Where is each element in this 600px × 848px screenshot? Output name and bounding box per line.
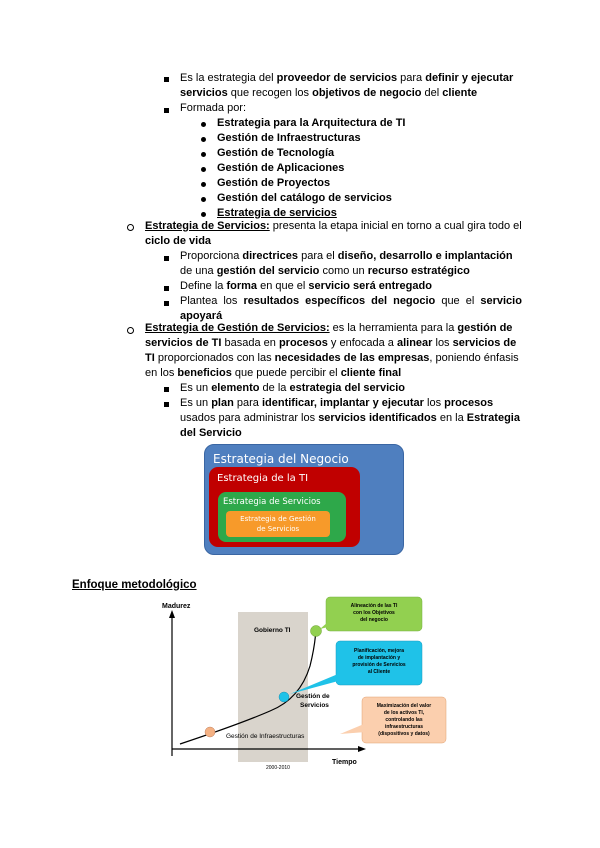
dot-bullet (201, 197, 206, 202)
stage-label-servicios-a: Gestión de (296, 693, 330, 700)
dot-bullet (201, 182, 206, 187)
callout-text: (dispositivos y datos) (378, 731, 430, 737)
stage-dot-gobierno (311, 626, 322, 637)
sub-plantea: Plantea los resultados específicos del negocio que el servicio (180, 295, 522, 307)
diagram-services-label: Estrategia de Servicios (223, 497, 321, 507)
diagram-outer-label: Estrategia del Negocio (213, 452, 349, 466)
gestion-sub1: Es un elemento de la estrategia del servicio (180, 382, 406, 394)
circle-bullet (127, 224, 134, 231)
gestion-line2: servicios de TI basada en procesos y enfocada a alinear los servicios de (145, 337, 517, 349)
section-heading: Enfoque metodológico (72, 579, 197, 591)
sub-proporciona: Proporciona directrices para el diseño, desarrollo e implantación (180, 250, 513, 262)
gestion-sub2-cont2: del Servicio (180, 427, 242, 439)
sub-plantea-cont: apoyará (180, 310, 223, 322)
stage-dot-servicios (279, 692, 289, 702)
y-axis-label: Madurez (162, 603, 191, 610)
list-item: Estrategia para la Arquitectura de TI (217, 117, 406, 129)
callout-text: Planificación, mejora (353, 648, 405, 654)
dot-bullet (201, 137, 206, 142)
callout-text: de los activos TI, (383, 710, 425, 716)
gestion-sub2-cont: usados para administrar los servicios identificados en la Estrategia (180, 412, 520, 424)
gestion-line4: en los beneficios que puede percibir el cliente final (145, 367, 402, 379)
dot-bullet (201, 122, 206, 127)
bullet-proveedor: Es la estrategia del proveedor de servicios para definir y ejecutar (180, 72, 514, 84)
square-bullet (164, 256, 169, 261)
bullet-formada: Formada por: (180, 102, 247, 114)
diagram-service-mgmt-strategy (226, 511, 330, 537)
list-item: Gestión de Infraestructuras (217, 132, 361, 144)
callout-text: al Cliente (367, 669, 391, 675)
callout-text: controlando las (385, 717, 423, 723)
sub-define: Define la forma en que el servicio será entregado (180, 280, 432, 292)
square-bullet (164, 286, 169, 291)
estrategia-servicios-line1: Estrategia de Servicios: presenta la etapa inicial en torno a cual gira todo el (145, 220, 522, 232)
gestion-sub2: Es un plan para identificar, implantar y ejecutar los procesos (180, 397, 494, 409)
dot-bullet (201, 167, 206, 172)
gestion-line3: TI proporcionados con las necesidades de las empresas, poniendo énfasis (145, 352, 519, 364)
period-label: 2000-2010 (266, 765, 290, 771)
callout-text: Alineación de las TI (350, 603, 398, 609)
list-item: Estrategia de servicios (217, 207, 337, 219)
list-item: Gestión de Proyectos (217, 177, 331, 189)
diagram-service-mgmt-label: Estrategia de Gestión de Servicios (240, 515, 316, 533)
stage-dot-infra (205, 727, 215, 737)
square-bullet (164, 402, 169, 407)
y-axis-arrow (169, 610, 175, 618)
square-bullet (164, 77, 169, 82)
dot-bullet (201, 212, 206, 217)
callout-text: Maximización del valor (376, 703, 432, 709)
square-bullet (164, 301, 169, 306)
diagram-it-label: Estrategia de la TI (217, 473, 309, 484)
estrategia-servicios-line2: ciclo de vida (145, 235, 212, 247)
gestion-line1: Estrategia de Gestión de Servicios: es la herramienta para la gestión de (145, 322, 513, 334)
stage-label-servicios-b: Servicios (300, 702, 329, 709)
bullet-proveedor-cont: servicios que recogen los objetivos de negocio del cliente (180, 87, 478, 99)
callout-text: del negocio (360, 617, 388, 623)
x-axis-label: Tiempo (332, 759, 357, 766)
circle-bullet (127, 327, 134, 334)
callout-text: infraestructuras (384, 724, 424, 730)
stage-label-gobierno: Gobierno TI (254, 627, 291, 634)
list-item: Gestión del catálogo de servicios (217, 192, 392, 204)
list-item: Gestión de Tecnología (217, 147, 335, 159)
square-bullet (164, 387, 169, 392)
stage-label-infra: Gestión de Infraestructuras (226, 733, 305, 740)
x-axis-arrow (358, 746, 366, 752)
maturity-chart (150, 596, 470, 774)
callout-text: provisión de Servicios (352, 662, 406, 668)
callout-text: con los Objetivos (353, 610, 395, 616)
square-bullet (164, 108, 169, 113)
sub-proporciona-cont: de una gestión del servicio como un recurso estratégico (180, 265, 470, 277)
dot-bullet (201, 152, 206, 157)
callout-text: de implantación y (357, 655, 401, 661)
list-item: Gestión de Aplicaciones (217, 162, 345, 174)
